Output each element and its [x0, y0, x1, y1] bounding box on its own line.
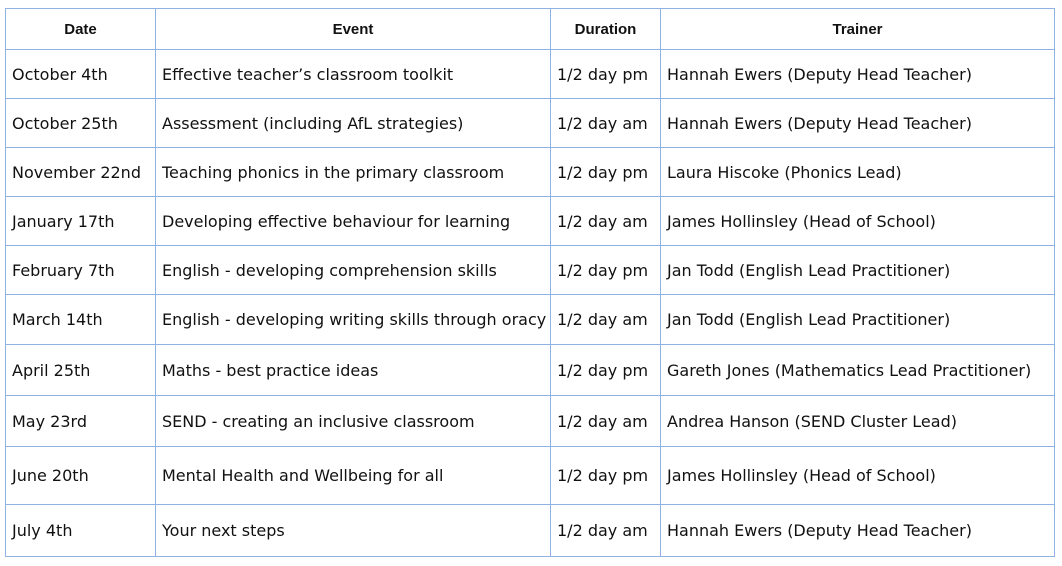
header-date: Date: [6, 9, 156, 50]
table-row: [6, 148, 1055, 197]
header-trainer: Trainer: [661, 9, 1055, 50]
cell-event: Developing effective behaviour for learning: [156, 197, 551, 246]
cell-date: July 4th: [6, 505, 156, 557]
table-row: [6, 345, 1055, 396]
cell-date: January 17th: [6, 197, 156, 246]
cell-trainer: Hannah Ewers (Deputy Head Teacher): [661, 50, 1055, 99]
cell-duration: 1/2 day pm: [551, 50, 661, 99]
cell-duration: 1/2 day am: [551, 295, 661, 345]
cell-event: Your next steps: [156, 505, 551, 557]
cell-date: February 7th: [6, 246, 156, 295]
table-row: [6, 50, 1055, 99]
table-row: [6, 197, 1055, 246]
table-body: [6, 50, 1055, 557]
cell-duration: 1/2 day pm: [551, 447, 661, 505]
cell-trainer: James Hollinsley (Head of School): [661, 447, 1055, 505]
table-row: [6, 505, 1055, 557]
cell-date: October 25th: [6, 99, 156, 148]
cell-trainer: James Hollinsley (Head of School): [661, 197, 1055, 246]
cell-event: Teaching phonics in the primary classroom: [156, 148, 551, 197]
cell-trainer: Andrea Hanson (SEND Cluster Lead): [661, 396, 1055, 447]
cell-trainer: Hannah Ewers (Deputy Head Teacher): [661, 505, 1055, 557]
table-row: [6, 396, 1055, 447]
cell-event: Maths - best practice ideas: [156, 345, 551, 396]
cell-date: May 23rd: [6, 396, 156, 447]
cell-event: English - developing comprehension skills: [156, 246, 551, 295]
cell-event: English - developing writing skills through oracy: [156, 295, 551, 345]
cell-date: June 20th: [6, 447, 156, 505]
cell-event: SEND - creating an inclusive classroom: [156, 396, 551, 447]
cell-trainer: Jan Todd (English Lead Practitioner): [661, 246, 1055, 295]
cell-duration: 1/2 day am: [551, 99, 661, 148]
cell-date: October 4th: [6, 50, 156, 99]
cell-event: Effective teacher’s classroom toolkit: [156, 50, 551, 99]
header-row: [6, 9, 1055, 50]
cell-date: April 25th: [6, 345, 156, 396]
cell-duration: 1/2 day am: [551, 396, 661, 447]
cell-trainer: Laura Hiscoke (Phonics Lead): [661, 148, 1055, 197]
training-schedule-table: [5, 8, 1055, 557]
table-row: [6, 295, 1055, 345]
cell-trainer: Gareth Jones (Mathematics Lead Practitioner): [661, 345, 1055, 396]
cell-event: Mental Health and Wellbeing for all: [156, 447, 551, 505]
cell-event: Assessment (including AfL strategies): [156, 99, 551, 148]
header-duration: Duration: [551, 9, 661, 50]
cell-duration: 1/2 day am: [551, 505, 661, 557]
table-header: [6, 9, 1055, 50]
training-schedule-table-wrapper: [5, 8, 1054, 557]
table-row: [6, 246, 1055, 295]
cell-date: March 14th: [6, 295, 156, 345]
cell-duration: 1/2 day am: [551, 197, 661, 246]
cell-trainer: Hannah Ewers (Deputy Head Teacher): [661, 99, 1055, 148]
cell-duration: 1/2 day pm: [551, 345, 661, 396]
cell-date: November 22nd: [6, 148, 156, 197]
cell-duration: 1/2 day pm: [551, 148, 661, 197]
cell-duration: 1/2 day pm: [551, 246, 661, 295]
cell-trainer: Jan Todd (English Lead Practitioner): [661, 295, 1055, 345]
header-event: Event: [156, 9, 551, 50]
table-row: [6, 447, 1055, 505]
table-row: [6, 99, 1055, 148]
